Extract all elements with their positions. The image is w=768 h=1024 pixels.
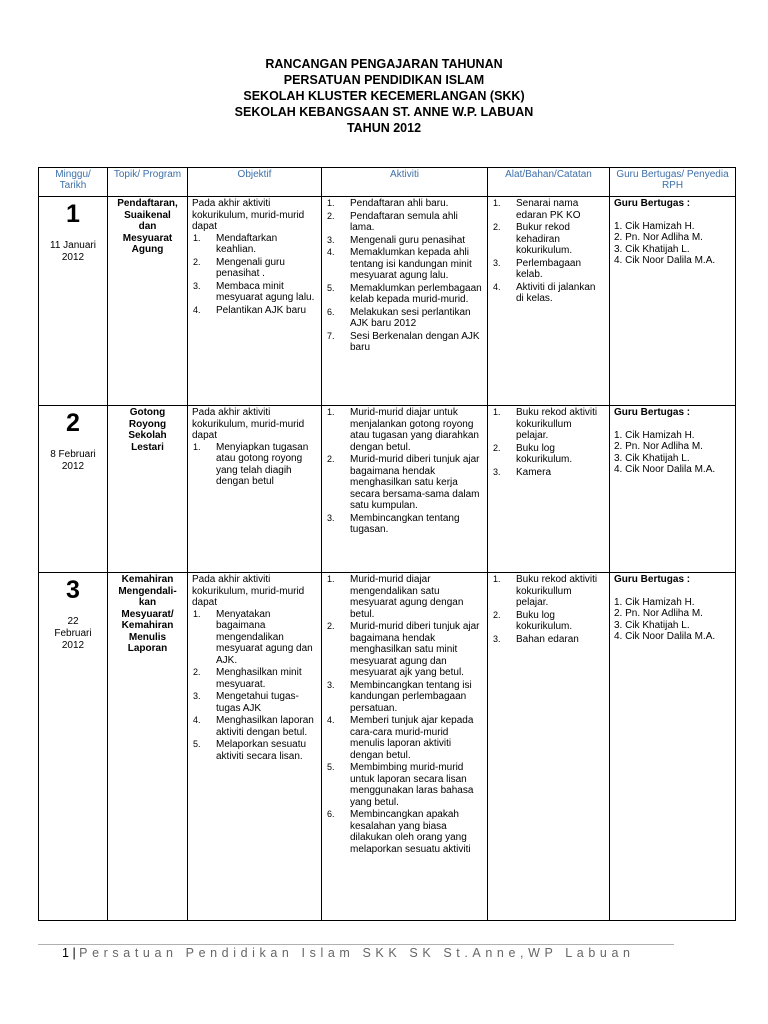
header-line-2: PERSATUAN PENDIDIKAN ISLAM <box>283 73 485 87</box>
material-item <box>492 198 605 221</box>
objective-item <box>192 691 317 714</box>
objective-item-text: Pelantikan AJK baru <box>216 304 307 316</box>
activity-item <box>326 247 483 282</box>
activity-item <box>326 762 483 808</box>
materials-cell <box>488 406 610 573</box>
material-item-text: Buku log kokurikulum. <box>516 442 573 465</box>
material-item-text: Bahan edaran <box>516 633 579 645</box>
objective-item-number: 1. <box>193 232 201 243</box>
footer-separator: | <box>72 946 76 960</box>
week-cell <box>39 406 108 573</box>
material-item-list <box>492 574 605 645</box>
objective-cell <box>188 197 322 406</box>
activity-item-text: Memaklumkan kepada ahli tentang isi kandungan minit mesyuarat agung lalu. <box>350 247 472 281</box>
material-item <box>492 610 605 633</box>
week-date: 8 Februari 2012 <box>50 449 96 472</box>
activity-item-text: Murid-murid diajar mengendalikan satu mesyuarat agung dengan betul. <box>350 574 464 620</box>
teacher-list <box>614 221 731 267</box>
teacher-name: 2. Pn. Nor Adliha M. <box>614 232 703 243</box>
footer-text: Persatuan Pendidikan Islam SKK SK St.Anne,WP Labuan <box>79 946 635 960</box>
activity-item-number: 3. <box>327 234 335 245</box>
activity-item-number: 1. <box>327 198 335 208</box>
material-item-number: 2. <box>493 609 501 620</box>
activity-item-list <box>326 198 483 354</box>
material-item <box>492 222 605 257</box>
material-item-text: Perlembagaan kelab. <box>516 257 582 280</box>
material-item <box>492 574 605 609</box>
material-item <box>492 282 605 305</box>
footer-divider <box>38 944 674 945</box>
objective-item-list <box>192 233 317 317</box>
objective-item-number: 4. <box>193 304 201 315</box>
material-item-list <box>492 407 605 478</box>
teachers-cell <box>610 406 736 573</box>
activity-item-text: Membimbing murid-murid untuk laporan secara lisan menggunakan laras bahasa yang betul. <box>350 762 474 808</box>
header-line-4: SEKOLAH KEBANGSAAN ST. ANNE W.P. LABUAN <box>234 105 534 119</box>
teacher-name: 3. Cik Khatijah L. <box>614 619 690 631</box>
objective-item <box>192 739 317 762</box>
activity-item-number: 4. <box>327 247 335 257</box>
activity-item-text: Murid-murid diberi tunjuk ajar bagaimana hendak menghasilkan satu kerja secara bersama-sama dalam satu kumpulan. <box>350 454 480 511</box>
lesson-plan-table <box>38 167 736 921</box>
objective-item <box>192 715 317 738</box>
activity-item <box>326 809 483 855</box>
material-item-number: 2. <box>493 222 501 232</box>
material-item-number: 1. <box>493 198 501 208</box>
activity-item-text: Mengenali guru penasihat <box>350 234 466 246</box>
activity-item <box>326 454 483 512</box>
objective-item-list <box>192 609 317 763</box>
activity-item-number: 6. <box>327 306 335 317</box>
material-item-number: 4. <box>493 281 501 292</box>
teacher-heading: Guru Bertugas : <box>614 198 691 209</box>
col-header-teachers: Guru Bertugas/ Penyedia RPH <box>610 168 736 197</box>
material-item-number: 2. <box>493 442 501 453</box>
activity-item <box>326 198 483 210</box>
week-cell <box>39 197 108 406</box>
material-item-number: 1. <box>493 574 501 584</box>
activity-item <box>326 680 483 715</box>
document-header <box>0 56 768 136</box>
activity-item <box>326 283 483 306</box>
activity-cell <box>322 197 488 406</box>
teachers-cell <box>610 197 736 406</box>
teachers-cell <box>610 573 736 921</box>
objective-cell <box>188 406 322 573</box>
activity-item-number: 1. <box>327 574 335 584</box>
objective-item-text: Mendaftarkan keahlian. <box>216 232 278 255</box>
page-number: 1 <box>62 946 69 960</box>
material-item <box>492 634 605 646</box>
activity-item-list <box>326 407 483 536</box>
activity-item <box>326 574 483 620</box>
col-header-activity: Aktiviti <box>322 168 488 197</box>
objective-item-text: Mengenali guru penasihat . <box>216 256 285 279</box>
teacher-name: 1. Cik Hamizah H. <box>614 429 695 441</box>
material-item-number: 1. <box>493 407 501 417</box>
activity-item-text: Membincangkan tentang tugasan. <box>350 512 460 535</box>
activity-item <box>326 307 483 330</box>
col-header-objective: Objektif <box>188 168 322 197</box>
topic-cell <box>108 406 188 573</box>
week-number: 3 <box>66 576 80 604</box>
activity-item <box>326 715 483 761</box>
material-item-text: Kamera <box>516 466 552 478</box>
teacher-name: 1. Cik Hamizah H. <box>614 220 695 232</box>
col-header-materials: Alat/Bahan/Catatan <box>488 168 610 197</box>
objective-item-text: Menyatakan bagaimana mengendalikan mesyuarat agung dan AJK. <box>216 608 313 666</box>
activity-item <box>326 513 483 536</box>
objective-item <box>192 667 317 690</box>
activity-item-text: Murid-murid diberi tunjuk ajar bagaimana hendak menghasilkan satu minit mesyuarat agung dan mesyuarat ajk yang betul. <box>350 621 480 678</box>
objective-item <box>192 257 317 280</box>
activity-item-number: 4. <box>327 715 335 725</box>
objective-item-text: Melaporkan sesuatu aktiviti secara lisan. <box>216 739 307 762</box>
material-item <box>492 258 605 281</box>
activity-item-text: Melakukan sesi perlantikan AJK baru 2012 <box>350 306 471 329</box>
header-line-3: SEKOLAH KLUSTER KECEMERLANGAN (SKK) <box>243 89 525 103</box>
material-item <box>492 443 605 466</box>
objective-item-text: Membaca minit mesyuarat agung lalu. <box>216 280 315 303</box>
activity-item-number: 5. <box>327 282 335 293</box>
activity-item-number: 5. <box>327 762 335 772</box>
objective-intro: Pada akhir aktiviti kokurikulum, murid-murid dapat <box>192 574 305 608</box>
objective-item-number: 4. <box>193 715 201 725</box>
activity-item <box>326 331 483 354</box>
week-number: 1 <box>66 200 80 228</box>
activity-item-number: 2. <box>327 454 335 464</box>
objective-item-text: Menyiapkan tugasan atau gotong royong yang telah diagih dengan betul <box>216 441 309 487</box>
material-item-number: 3. <box>493 257 501 268</box>
topic-text: Gotong Royong Sekolah Lestari <box>128 407 167 453</box>
activity-item-text: Memberi tunjuk ajar kepada cara-cara murid-murid menulis laporan aktiviti dengan betul. <box>350 715 474 761</box>
teacher-name: 4. Cik Noor Dalila M.A. <box>614 631 716 642</box>
objective-item-text: Menghasilkan minit mesyuarat. <box>216 667 302 690</box>
activity-item <box>326 407 483 453</box>
activity-item-number: 2. <box>327 210 335 221</box>
material-item-text: Buku rekod aktiviti kokurikullum pelajar. <box>516 407 598 441</box>
col-header-topic: Topik/ Program <box>108 168 188 197</box>
objective-item <box>192 305 317 317</box>
teacher-heading: Guru Bertugas : <box>614 574 691 585</box>
material-item-number: 3. <box>493 633 501 644</box>
teacher-list <box>614 597 731 643</box>
objective-item-number: 2. <box>193 667 201 677</box>
objective-item-number: 2. <box>193 256 201 267</box>
material-item-number: 3. <box>493 466 501 477</box>
material-item-list <box>492 198 605 305</box>
table-row <box>39 406 736 573</box>
objective-item-number: 3. <box>193 691 201 701</box>
activity-item-text: Membincangkan tentang isi kandungan perlembagaan persatuan. <box>350 679 472 714</box>
objective-item <box>192 233 317 256</box>
activity-cell <box>322 573 488 921</box>
objective-item-number: 5. <box>193 739 201 749</box>
objective-item-text: Menghasilkan laporan aktiviti dengan betul. <box>216 715 314 738</box>
material-item <box>492 407 605 442</box>
activity-item-text: Memaklumkan perlembagaan kelab kepada murid-murid. <box>350 282 482 305</box>
teacher-name: 2. Pn. Nor Adliha M. <box>614 441 703 452</box>
table-row <box>39 197 736 406</box>
topic-text: Pendaftaran, Suaikenal dan Mesyuarat Agung <box>117 198 178 255</box>
activity-item <box>326 621 483 679</box>
header-line-5: TAHUN 2012 <box>346 121 422 135</box>
materials-cell <box>488 573 610 921</box>
objective-intro: Pada akhir aktiviti kokurikulum, murid-murid dapat <box>192 198 305 232</box>
topic-cell <box>108 573 188 921</box>
teacher-name: 3. Cik Khatijah L. <box>614 243 690 255</box>
material-item-text: Senarai nama edaran PK KO <box>516 198 581 221</box>
topic-text: Kemahiran Mengendali- kan Mesyuarat/ Kemahiran Menulis Laporan <box>118 574 177 654</box>
table-header-row <box>39 168 736 197</box>
objective-item <box>192 609 317 667</box>
activity-item-list <box>326 574 483 855</box>
teacher-name: 4. Cik Noor Dalila M.A. <box>614 464 716 475</box>
page-footer <box>62 946 635 960</box>
materials-cell <box>488 197 610 406</box>
activity-item-text: Murid-murid diajar untuk menjalankan gotong royong atau tugasan yang diarahkan dengan betul. <box>350 407 479 453</box>
objective-cell <box>188 573 322 921</box>
activity-item-number: 3. <box>327 679 335 690</box>
week-number: 2 <box>66 409 80 437</box>
teacher-name: 2. Pn. Nor Adliha M. <box>614 608 703 619</box>
objective-item <box>192 442 317 488</box>
header-line-1: RANCANGAN PENGAJARAN TAHUNAN <box>265 57 503 71</box>
teacher-heading: Guru Bertugas : <box>614 407 691 418</box>
material-item-text: Bukur rekod kehadiran kokurikulum. <box>516 222 573 256</box>
objective-item-number: 1. <box>193 441 201 452</box>
col-header-week: Minggu/ Tarikh <box>39 168 108 197</box>
objective-item-number: 3. <box>193 280 201 291</box>
activity-item-number: 2. <box>327 621 335 631</box>
material-item-text: Buku rekod aktiviti kokurikullum pelajar. <box>516 574 598 608</box>
objective-item-list <box>192 442 317 488</box>
material-item-text: Aktiviti di jalankan di kelas. <box>516 281 596 304</box>
activity-item <box>326 235 483 247</box>
objective-item-text: Mengetahui tugas-tugas AJK <box>216 691 299 714</box>
teacher-list <box>614 430 731 476</box>
activity-cell <box>322 406 488 573</box>
activity-item-number: 6. <box>327 809 335 819</box>
teacher-name: 4. Cik Noor Dalila M.A. <box>614 255 716 266</box>
objective-intro: Pada akhir aktiviti kokurikulum, murid-murid dapat <box>192 407 305 441</box>
table-row <box>39 573 736 921</box>
activity-item-number: 7. <box>327 330 335 341</box>
objective-item-number: 1. <box>193 608 201 619</box>
material-item-text: Buku log kokurikulum. <box>516 609 573 632</box>
topic-cell <box>108 197 188 406</box>
week-date: 11 Januari 2012 <box>50 240 96 263</box>
activity-item <box>326 211 483 234</box>
week-date: 22 Februari 2012 <box>54 616 92 651</box>
week-cell <box>39 573 108 921</box>
activity-item-text: Sesi Berkenalan dengan AJK baru <box>350 330 480 353</box>
objective-item <box>192 281 317 304</box>
activity-item-text: Membincangkan apakah kesalahan yang biasa dilakukan oleh orang yang melaporkan sesuatu aktiviti <box>350 809 471 855</box>
activity-item-text: Pendaftaran semula ahli lama. <box>350 210 458 233</box>
activity-item-text: Pendaftaran ahli baru. <box>350 198 449 209</box>
activity-item-number: 1. <box>327 407 335 417</box>
material-item <box>492 467 605 479</box>
teacher-name: 1. Cik Hamizah H. <box>614 596 695 608</box>
activity-item-number: 3. <box>327 512 335 523</box>
teacher-name: 3. Cik Khatijah L. <box>614 452 690 464</box>
